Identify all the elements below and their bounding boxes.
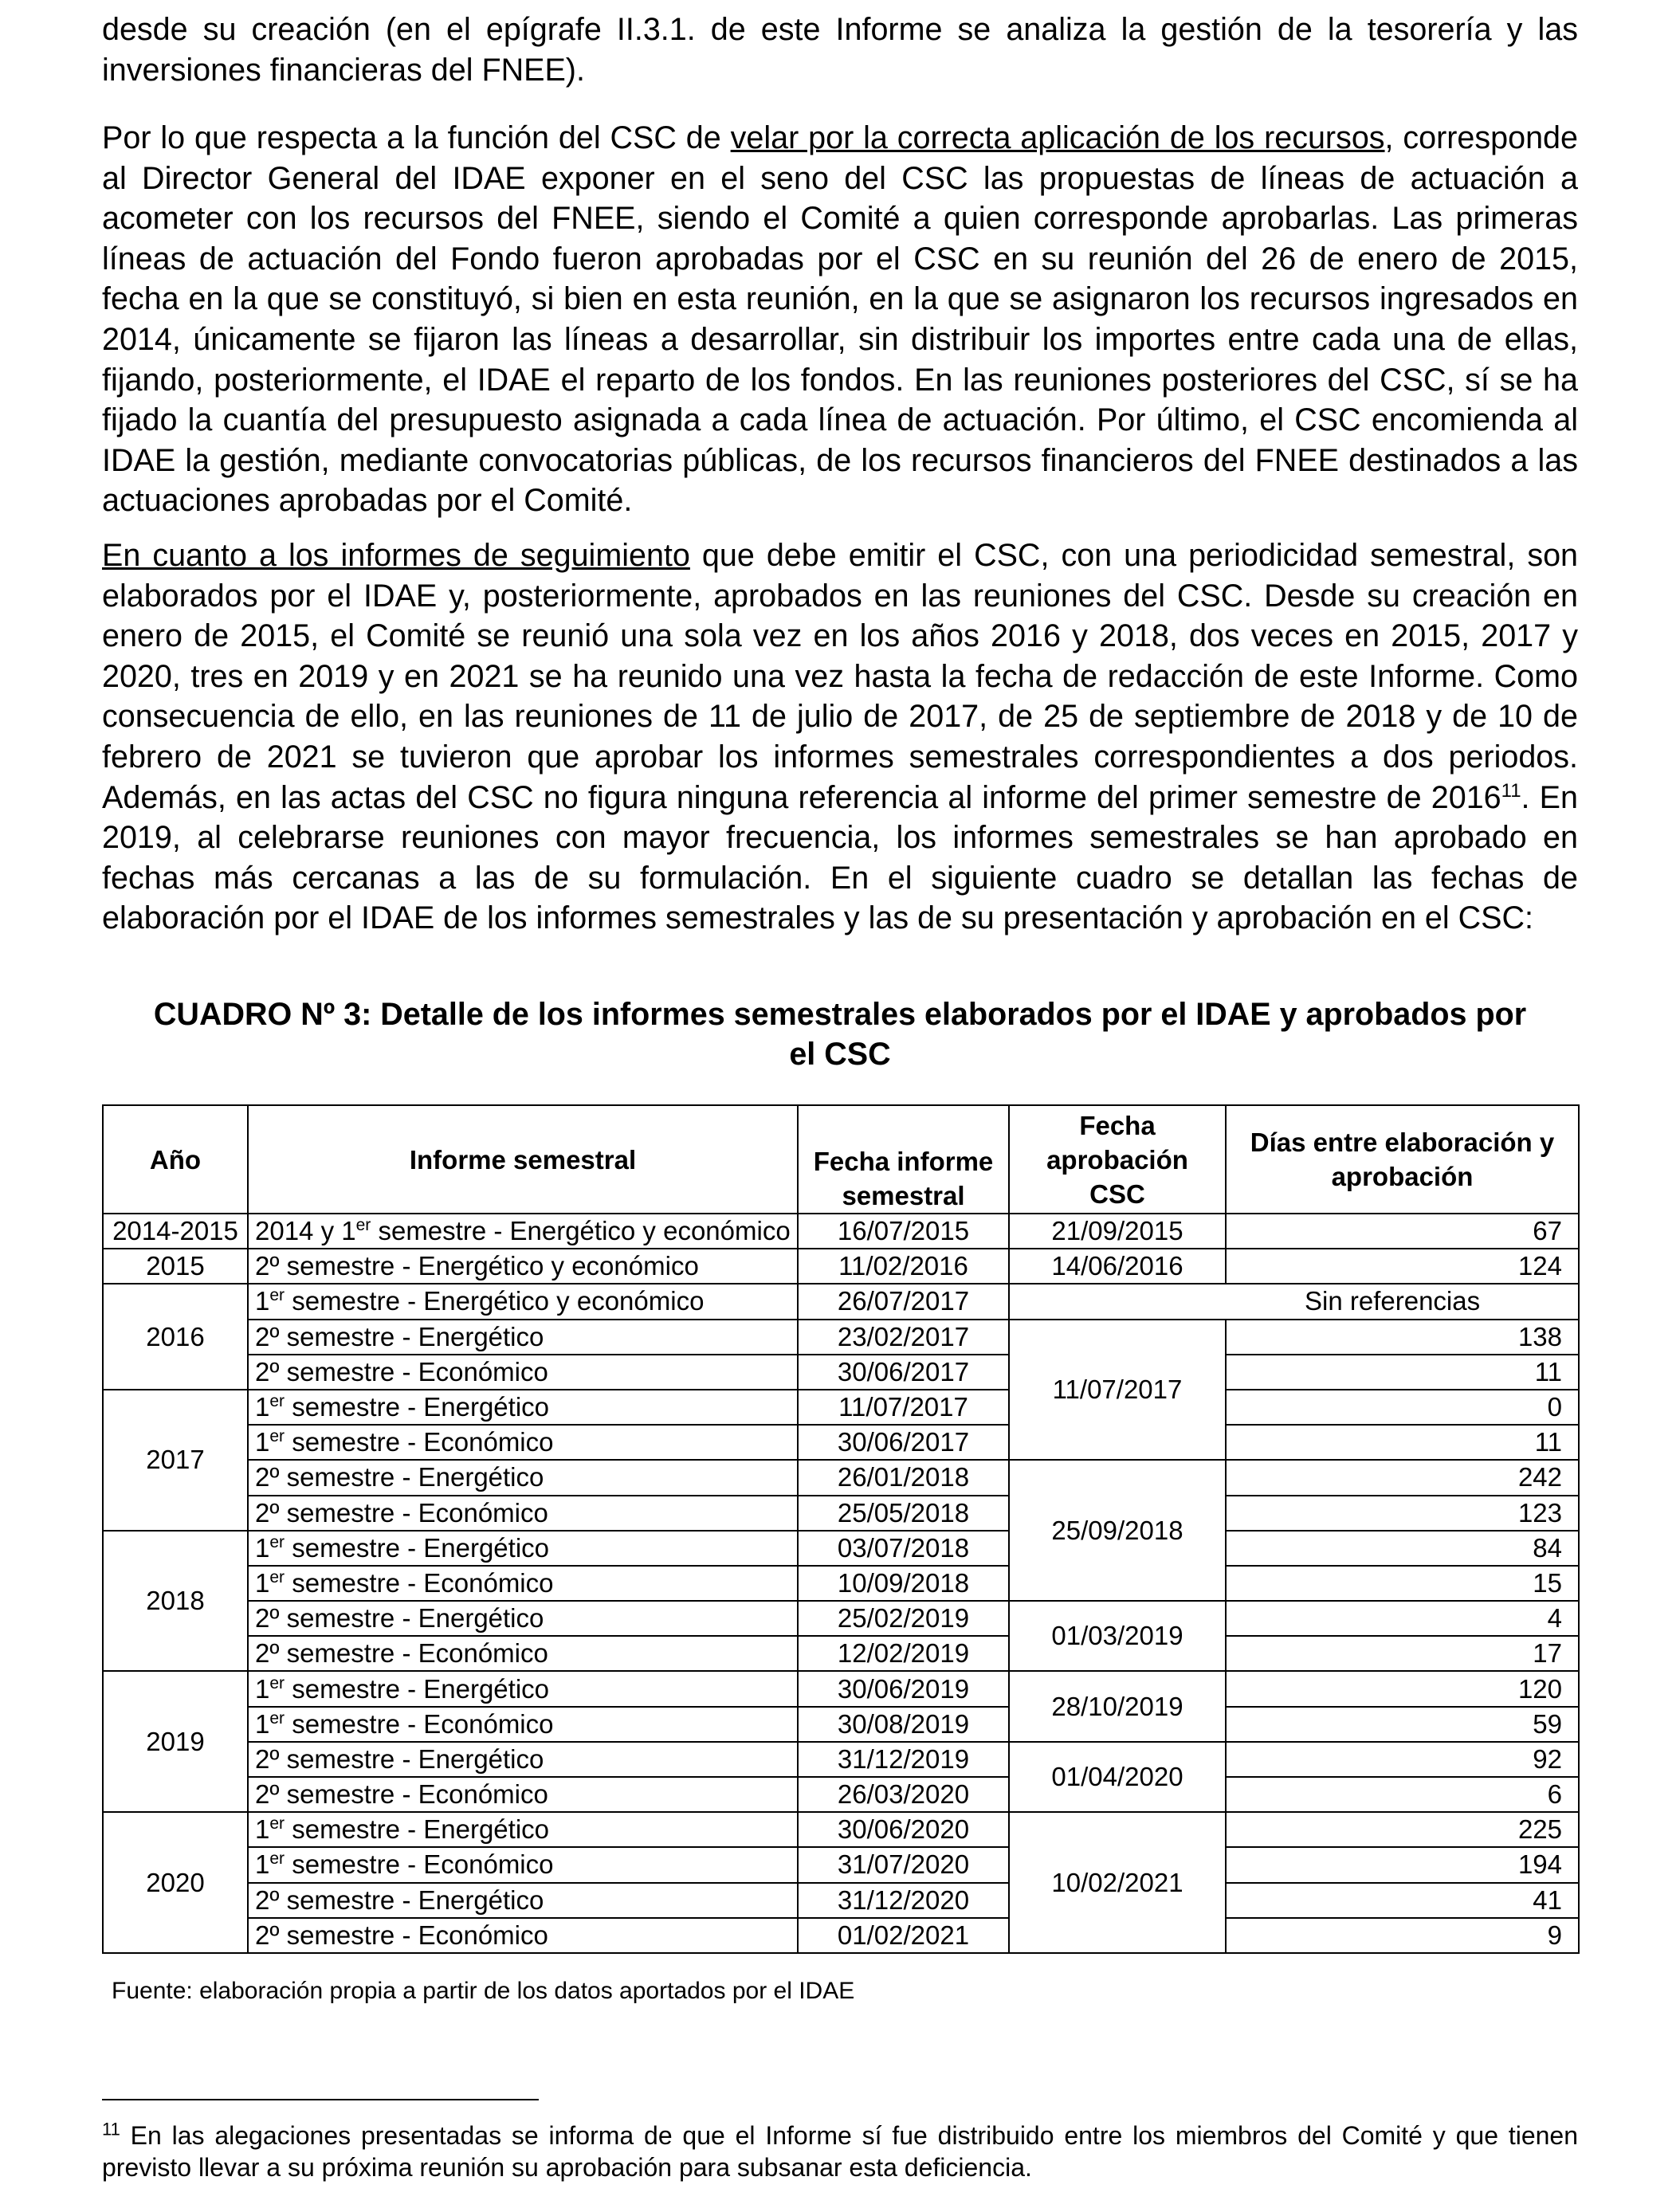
year-cell: 2016 [103,1284,248,1390]
report-cell: 2014 y 1er semestre - Energético y económico [248,1214,798,1249]
report-date-cell: 30/06/2019 [798,1671,1009,1706]
days-cell: 67 [1226,1214,1579,1249]
report-date-cell: 30/06/2017 [798,1425,1009,1460]
report-cell: 2º semestre - Económico [248,1355,798,1390]
report-date-cell: 30/06/2020 [798,1812,1009,1847]
report-cell: 2º semestre - Económico [248,1777,798,1812]
report-cell: 1er semestre - Económico [248,1566,798,1601]
footnote-text: En las alegaciones presentadas se informa de que el Informe sí fue distribuido entre los miembros del Comité y que tienen previsto llevar a su próxima reunión su aprobación para subsanar esta deficiencia. [102,2121,1578,2182]
report-cell: 2º semestre - Energético [248,1460,798,1495]
report-cell: 1er semestre - Energético [248,1671,798,1706]
table-row [103,1249,1579,1284]
days-cell: 194 [1226,1847,1579,1882]
table-row [103,1460,1579,1495]
table-row [103,1496,1579,1531]
days-cell: 11 [1226,1425,1579,1460]
table-title-line-2: el CSC [789,1037,891,1072]
approval-date-cell: 11/07/2017 [1009,1320,1226,1461]
table-row [103,1707,1579,1742]
year-cell: 2017 [103,1390,248,1531]
header-days: Días entre elaboración y aprobación [1226,1105,1579,1214]
report-date-cell: 26/03/2020 [798,1777,1009,1812]
table-row [103,1355,1579,1390]
table-row [103,1320,1579,1355]
table-row [103,1601,1579,1636]
underlined-phrase: velar por la correcta aplicación de los recursos [730,120,1385,155]
table-row [103,1847,1579,1882]
semester-reports-table [102,1104,1580,1954]
report-cell: 2º semestre - Económico [248,1496,798,1531]
report-date-cell: 12/02/2019 [798,1636,1009,1671]
days-cell: 17 [1226,1636,1579,1671]
footnote-number: 11 [102,2119,120,2139]
report-date-cell: 23/02/2017 [798,1320,1009,1355]
report-date-cell: 03/07/2018 [798,1531,1009,1566]
report-cell: 2º semestre - Económico [248,1918,798,1953]
table-row [103,1671,1579,1706]
table-row [103,1214,1579,1249]
report-date-cell: 30/08/2019 [798,1707,1009,1742]
paragraph-resource-application [102,118,1578,521]
report-date-cell: 26/01/2018 [798,1460,1009,1495]
table-row [103,1425,1579,1460]
header-approval-date: Fecha aprobación CSC [1009,1105,1226,1214]
report-cell: 1er semestre - Energético [248,1812,798,1847]
year-cell: 2020 [103,1812,248,1953]
paragraph-text: que debe emitir el CSC, con una periodicidad semestral, son elaborados por el IDAE y, posteriormente, aprobados en las reuniones del CSC. Desde su creación en enero de 2015, el Comité se reunió una sola vez en los años 2016 y 2018, dos veces en 2015, 2017 y 2020, tres en 2019 y en 2021 se ha reunido una vez hasta la fecha de redacción de este Informe. Como consecuencia de ello, en las reuniones de 11 de julio de 2017, de 25 de septiembre de 2018 y de 10 de febrero de 2021 se tuvieron que aprobar los informes semestrales correspondientes a dos periodos. Además, en las actas del CSC no figura ninguna referencia al informe del primer semestre de 2016 [102,538,1579,815]
days-cell: 9 [1226,1918,1579,1953]
table-row [103,1812,1579,1847]
days-cell: 123 [1226,1496,1579,1531]
header-report: Informe semestral [248,1105,798,1214]
report-date-cell: 31/12/2020 [798,1883,1009,1918]
days-cell: 92 [1226,1742,1579,1777]
report-cell: 1er semestre - Energético y económico [248,1284,798,1319]
approval-date-cell: 01/04/2020 [1009,1742,1226,1812]
days-cell: 84 [1226,1531,1579,1566]
report-date-cell: 31/07/2020 [798,1847,1009,1882]
report-cell: 2º semestre - Energético [248,1601,798,1636]
days-cell: 0 [1226,1390,1579,1425]
table-row [103,1742,1579,1777]
report-date-cell: 16/07/2015 [798,1214,1009,1249]
report-cell: 2º semestre - Energético [248,1883,798,1918]
days-cell: 6 [1226,1777,1579,1812]
days-cell: 15 [1226,1566,1579,1601]
days-cell: 41 [1226,1883,1579,1918]
table-row [103,1284,1579,1319]
report-cell: 1er semestre - Económico [248,1847,798,1882]
days-cell: 242 [1226,1460,1579,1495]
header-year: Año [103,1105,248,1214]
table-row [103,1883,1579,1918]
days-cell: 120 [1226,1671,1579,1706]
header-report-date: Fecha informe semestral [798,1105,1009,1214]
days-cell: 11 [1226,1355,1579,1390]
paragraph-continuation [102,10,1578,90]
no-references-cell: Sin referencias [1009,1284,1579,1319]
table-row [103,1531,1579,1566]
report-date-cell: 11/02/2016 [798,1249,1009,1284]
footnote-reference: 11 [1501,779,1521,802]
paragraph-text: desde su creación (en el epígrafe II.3.1. de este Informe se analiza la gestión de la tesorería y las inversiones financieras del FNEE). [102,12,1578,88]
year-cell: 2018 [103,1531,248,1672]
report-cell: 2º semestre - Energético y económico [248,1249,798,1284]
report-date-cell: 10/09/2018 [798,1566,1009,1601]
table-title [102,994,1578,1074]
days-cell: 4 [1226,1601,1579,1636]
report-cell: 1er semestre - Energético [248,1531,798,1566]
table-row [103,1777,1579,1812]
report-date-cell: 25/05/2018 [798,1496,1009,1531]
table-row [103,1636,1579,1671]
days-cell: 225 [1226,1812,1579,1847]
report-cell: 1er semestre - Económico [248,1425,798,1460]
report-cell: 2º semestre - Energético [248,1742,798,1777]
report-date-cell: 26/07/2017 [798,1284,1009,1319]
table-source-note: Fuente: elaboración propia a partir de los datos aportados por el IDAE [112,1978,855,2004]
report-date-cell: 31/12/2019 [798,1742,1009,1777]
paragraph-text: , corresponde al Director General del IDAE exponer en el seno del CSC las propuestas de líneas de actuación a acometer con los recursos del FNEE, siendo el Comité a quien corresponde aprobarlas. Las primeras líneas de actuación del Fondo fueron aprobadas por el CSC en su reunión del 26 de enero de 2015, fecha en la que se constituyó, si bien en esta reunión, en la que se asignaron los recursos ingresados en 2014, únicamente se fijaron las líneas a desarrollar, sin distribuir los importes entre cada una de ellas, fijando, posteriormente, el IDAE el reparto de los fondos. En las reuniones posteriores del CSC, sí se ha fijado la cuantía del presupuesto asignada a cada línea de actuación. Por último, el CSC encomienda al IDAE la gestión, mediante convocatorias públicas, de los recursos financieros del FNEE destinados a las actuaciones aprobadas por el Comité. [102,120,1578,519]
report-date-cell: 01/02/2021 [798,1918,1009,1953]
paragraph-text: . En 2019, al celebrarse reuniones con mayor frecuencia, los informes semestrales se han aprobado en fechas más cercanas a las de su formulación. En el siguiente cuadro se detallan las fechas de elaboración por el IDAE de los informes semestrales y las de su presentación y aprobación en el CSC: [102,779,1578,936]
report-date-cell: 25/02/2019 [798,1601,1009,1636]
paragraph-text: Por lo que respecta a la función del CSC de [102,120,731,155]
approval-date-cell: 25/09/2018 [1009,1460,1226,1601]
year-cell: 2019 [103,1671,248,1812]
report-date-cell: 30/06/2017 [798,1355,1009,1390]
days-cell: 124 [1226,1249,1579,1284]
table-row [103,1390,1579,1425]
footnote-separator [102,2099,539,2100]
approval-date-cell: 14/06/2016 [1009,1249,1226,1284]
paragraph-monitoring-reports [102,535,1578,939]
report-cell: 2º semestre - Económico [248,1636,798,1671]
table-row [103,1918,1579,1953]
footnote [102,2120,1578,2183]
underlined-phrase: En cuanto a los informes de seguimiento [102,538,690,573]
approval-date-cell: 01/03/2019 [1009,1601,1226,1671]
report-cell: 2º semestre - Energético [248,1320,798,1355]
year-cell: 2015 [103,1249,248,1284]
days-cell: 138 [1226,1320,1579,1355]
table-header-row [103,1105,1579,1214]
report-date-cell: 11/07/2017 [798,1390,1009,1425]
days-cell: 59 [1226,1707,1579,1742]
report-cell: 1er semestre - Económico [248,1707,798,1742]
table-title-line-1: CUADRO Nº 3: Detalle de los informes semestrales elaborados por el IDAE y aprobados por [153,997,1527,1032]
report-cell: 1er semestre - Energético [248,1390,798,1425]
year-cell: 2014-2015 [103,1214,248,1249]
table-row [103,1566,1579,1601]
approval-date-cell: 21/09/2015 [1009,1214,1226,1249]
approval-date-cell: 10/02/2021 [1009,1812,1226,1953]
approval-date-cell: 28/10/2019 [1009,1671,1226,1741]
